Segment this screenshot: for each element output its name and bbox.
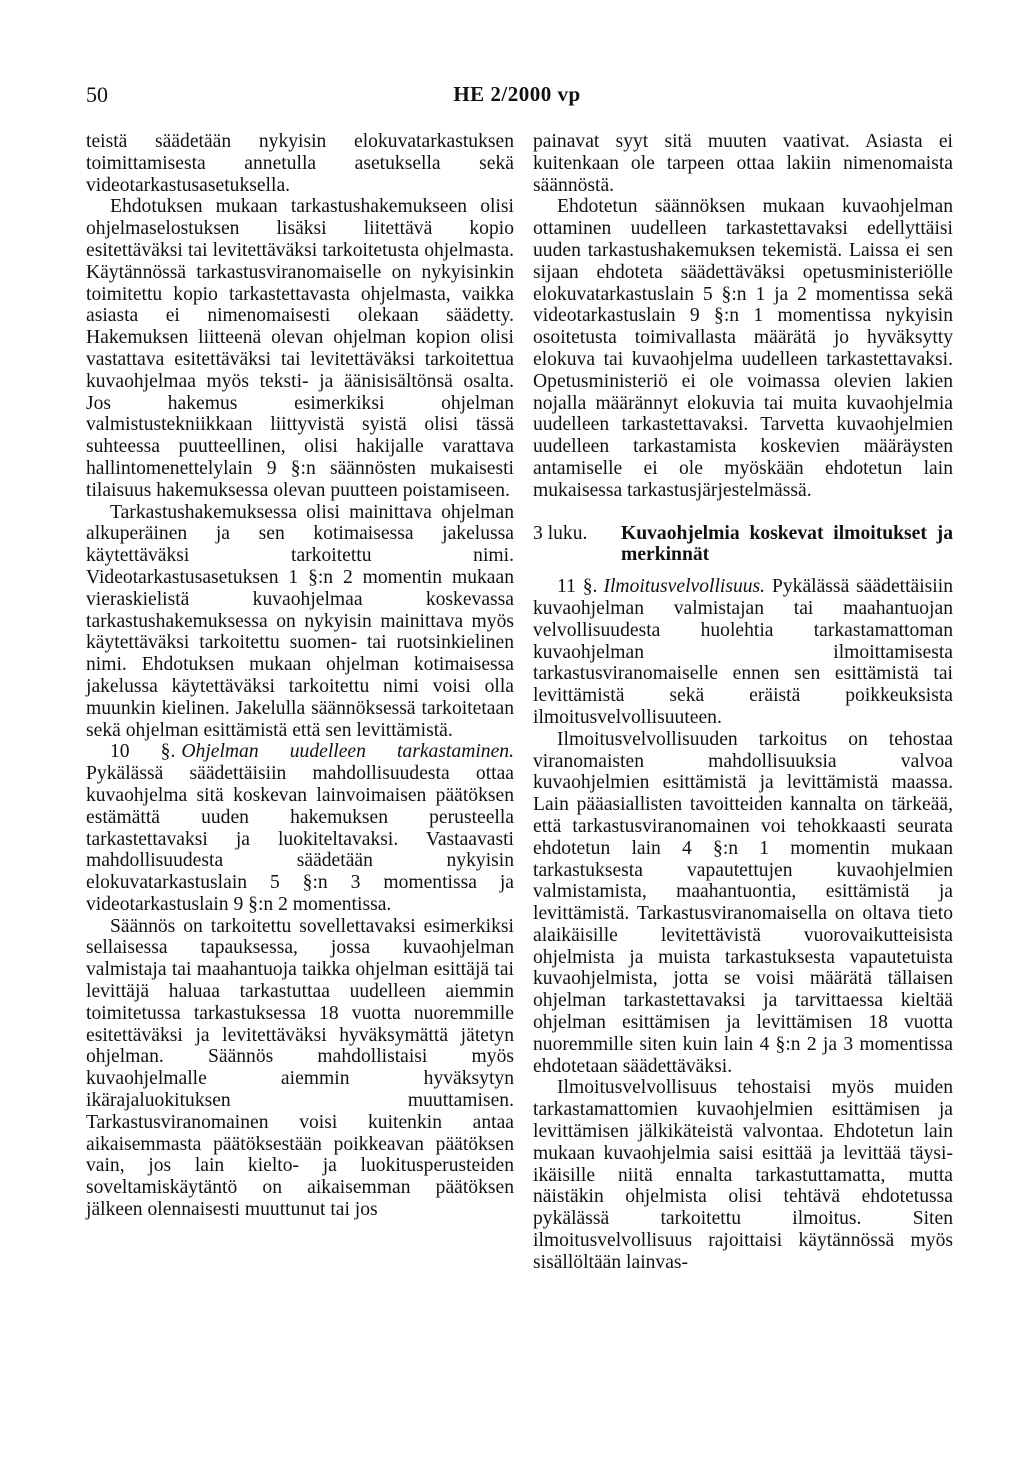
paragraph: Säännös on tarkoitettu sovellettavaksi esimerkiksi sellaisessa tapauksessa, jossa kuvaohjelman valmistaja tai maahantuoja taikka ohjelman esittäjä tai levittäjä haluaa tarkastuttaa uudelleen aiemmin toimitetussa tarkastuksessa 18 vuotta nuoremmille esitettäväksi ja levitettäväksi hyväksymättä jätetyn ohjelman. Säännös mahdollistaisi myös kuvaohjelmalle aiemmin hyväksytyn ikärajaluokituksen muuttamisen. Tarkastusviranomainen voisi kuitenkin antaa aikaisemmasta päätöksestään poikkeavan päätöksen vain, jos lain kielto- ja luokitusperusteiden soveltamiskäytäntö on aikaisemman päätöksen jälkeen olennaisesti muuttunut tai jos	[86, 915, 514, 1221]
page-header	[86, 82, 948, 118]
chapter-number: 3 luku.	[533, 522, 588, 544]
spacer	[533, 502, 953, 523]
section-title: Ilmoitusvelvollisuus.	[603, 576, 766, 598]
running-title: HE 2/2000 vp	[453, 82, 581, 106]
paragraph: Ehdotuksen mukaan tarkastushakemukseen olisi ohjelmaselostuksen lisäksi liitettävä kopio esitettäväksi tai levitettäväksi tarkoitetusta ohjelmasta. Käytännössä tarkastusviranomaiselle on nykyisinkin toimitettu kopio tarkastettavasta ohjelmasta, vaikka asiasta ei nimenomaisesti olekaan säädetty. Hakemuksen liitteenä olevan ohjelman kopion olisi vastattava esitettäväksi tai levitettäväksi tarkoitettua kuvaohjelmaa myös teksti- ja äänisisältönsä osalta. Jos hakemus esimerkiksi ohjelman valmistustekniikkaan liittyvistä syistä olisi tässä suhteessa puutteellinen, olisi hakijalle varattava hallintomenettelylain 9 §:n säännösten mukaisesti tilaisuus hakemuksessa olevan puutteen poistamiseen.	[86, 196, 514, 501]
paragraph: Tarkastushakemuksessa olisi mainittava ohjelman alkuperäinen ja sen kotimaisessa jakelussa käytettäväksi tarkoitettu nimi. Videotarkastusasetuksen 1 §:n 2 momentin mukaan vieraskielistä kuvaohjelmaa koskevassa tarkastushakemuksessa on nykyisin mainittava myös käytettäväksi tarkoitettu suomen- tai ruotsinkielinen nimi. Ehdotuksen mukaan ohjelman kotimaisessa jakelussa käytettäväksi tarkoitettu nimi voisi olla muunkin kielinen. Jakelulla säännöksessä tarkoitetaan sekä ohjelman esittämistä että sen levittämistä.	[86, 501, 514, 741]
section-text: Pykälässä säädettäisiin mahdollisuudesta ottaa kuvaohjelma sitä koskevan lainvoimaisen päätöksen estämättä uuden hakemuksen perusteella tarkastettavaksi ja luokiteltavaksi. Vastaavasti mahdollisuudesta säädetään nykyisin elokuvatarkastuslain 5 §:n 3 momentissa ja videotarkastuslain 9 §:n 2 momentissa.	[86, 763, 514, 915]
chapter-title: Kuvaohjelmia koskevat ilmoitukset ja merkinnät	[621, 522, 953, 566]
chapter-heading	[533, 523, 953, 567]
section-10	[86, 741, 514, 915]
spacer	[533, 566, 953, 576]
paragraph: teistä säädetään nykyisin elokuvatarkastuksen toimittamisesta annetulla asetuksella sekä videotarkastusasetuksella.	[86, 131, 514, 196]
left-column	[86, 131, 514, 1221]
paragraph: Ilmoitusvelvollisuuden tarkoitus on tehostaa viranomaisten mahdollisuuksia valvoa kuvaohjelmien esittämistä ja levittämistä maassa. Lain pääasiallisten tavoitteiden kannalta on tärkeää, että tarkastusviranomainen voi tehokkaasti seurata ehdotetun lain 4 §:n 1 momentin mukaan tarkastuksesta vapautettujen kuvaohjelmien valmistamista, maahantuontia, esittämistä ja levittämistä. Tarkastusviranomaisella on oltava tieto alaikäisille levitettävistä vuorovaikutteisista ohjelmista ja muista tarkastuksesta vapautetuista kuvaohjelmista, jotta se voisi määrätä tällaisen ohjelman tarkastettavaksi ja tarvittaessa kieltää ohjelman esittämisen ja levittämisen 18 vuotta nuoremmille siten kuin lain 4 §:n 2 ja 3 momentissa ehdotetaan säädettäväksi.	[533, 728, 953, 1077]
paragraph: Ilmoitusvelvollisuus tehostaisi myös muiden tarkastamattomien kuvaohjelmien esittämisen ja levittämisen jälkikäteistä valvontaa. Ehdotetun lain mukaan kuvaohjelmia saisi esittää ja levittää täysi-ikäisille niitä ennalta tarkastuttamatta, mutta näistäkin ohjelmista olisi tehtävä ehdotetussa pykälässä tarkoitettu ilmoitus. Siten ilmoitusvelvollisuus rajoittaisi käytännössä myös sisällöltään lainvas-	[533, 1077, 953, 1273]
right-column	[533, 131, 953, 1274]
section-text: Pykälässä säädettäisiin kuvaohjelman valmistajan tai maahantuojan velvollisuudesta huolehtia tarkastamattoman kuvaohjelman ilmoittamisesta tarkastusviranomaiselle ennen sen esittämistä tai levittämistä sekä eräistä poikkeuksista ilmoitusvelvollisuuteen.	[533, 576, 953, 728]
section-11	[533, 576, 953, 729]
paragraph: painavat syyt sitä muuten vaativat. Asiasta ei kuitenkaan ole tarpeen ottaa lakiin nimenomaista säännöstä.	[533, 131, 953, 196]
section-number: 10 §.	[110, 741, 176, 763]
section-number: 11 §.	[557, 576, 598, 598]
paragraph: Ehdotetun säännöksen mukaan kuvaohjelman ottaminen uudelleen tarkastettavaksi edellyttäisi uuden tarkastushakemuksen tekemistä. Laissa ei sen sijaan ehdoteta säädettäväksi opetusministeriölle elokuvatarkastuslain 5 §:n 1 ja 2 momentissa sekä videotarkastuslain 9 §:n 1 momentissa nykyisin osoitetusta toimivallasta määrätä jo hyväksytty elokuva tai kuvaohjelma uudelleen tarkastettavaksi. Opetusministeriö ei ole voimassa olevien lakien nojalla määrännyt elokuvia tai muita kuvaohjelmia uudelleen tarkastettavaksi. Tarvetta kuvaohjelmien uudelleen tarkastamista koskevien määräysten antamiselle ei ole myöskään ehdotetun lain mukaisessa tarkastusjärjestelmässä.	[533, 196, 953, 501]
page-number: 50	[86, 82, 108, 107]
section-title: Ohjelman uudelleen tarkastaminen.	[181, 741, 514, 763]
